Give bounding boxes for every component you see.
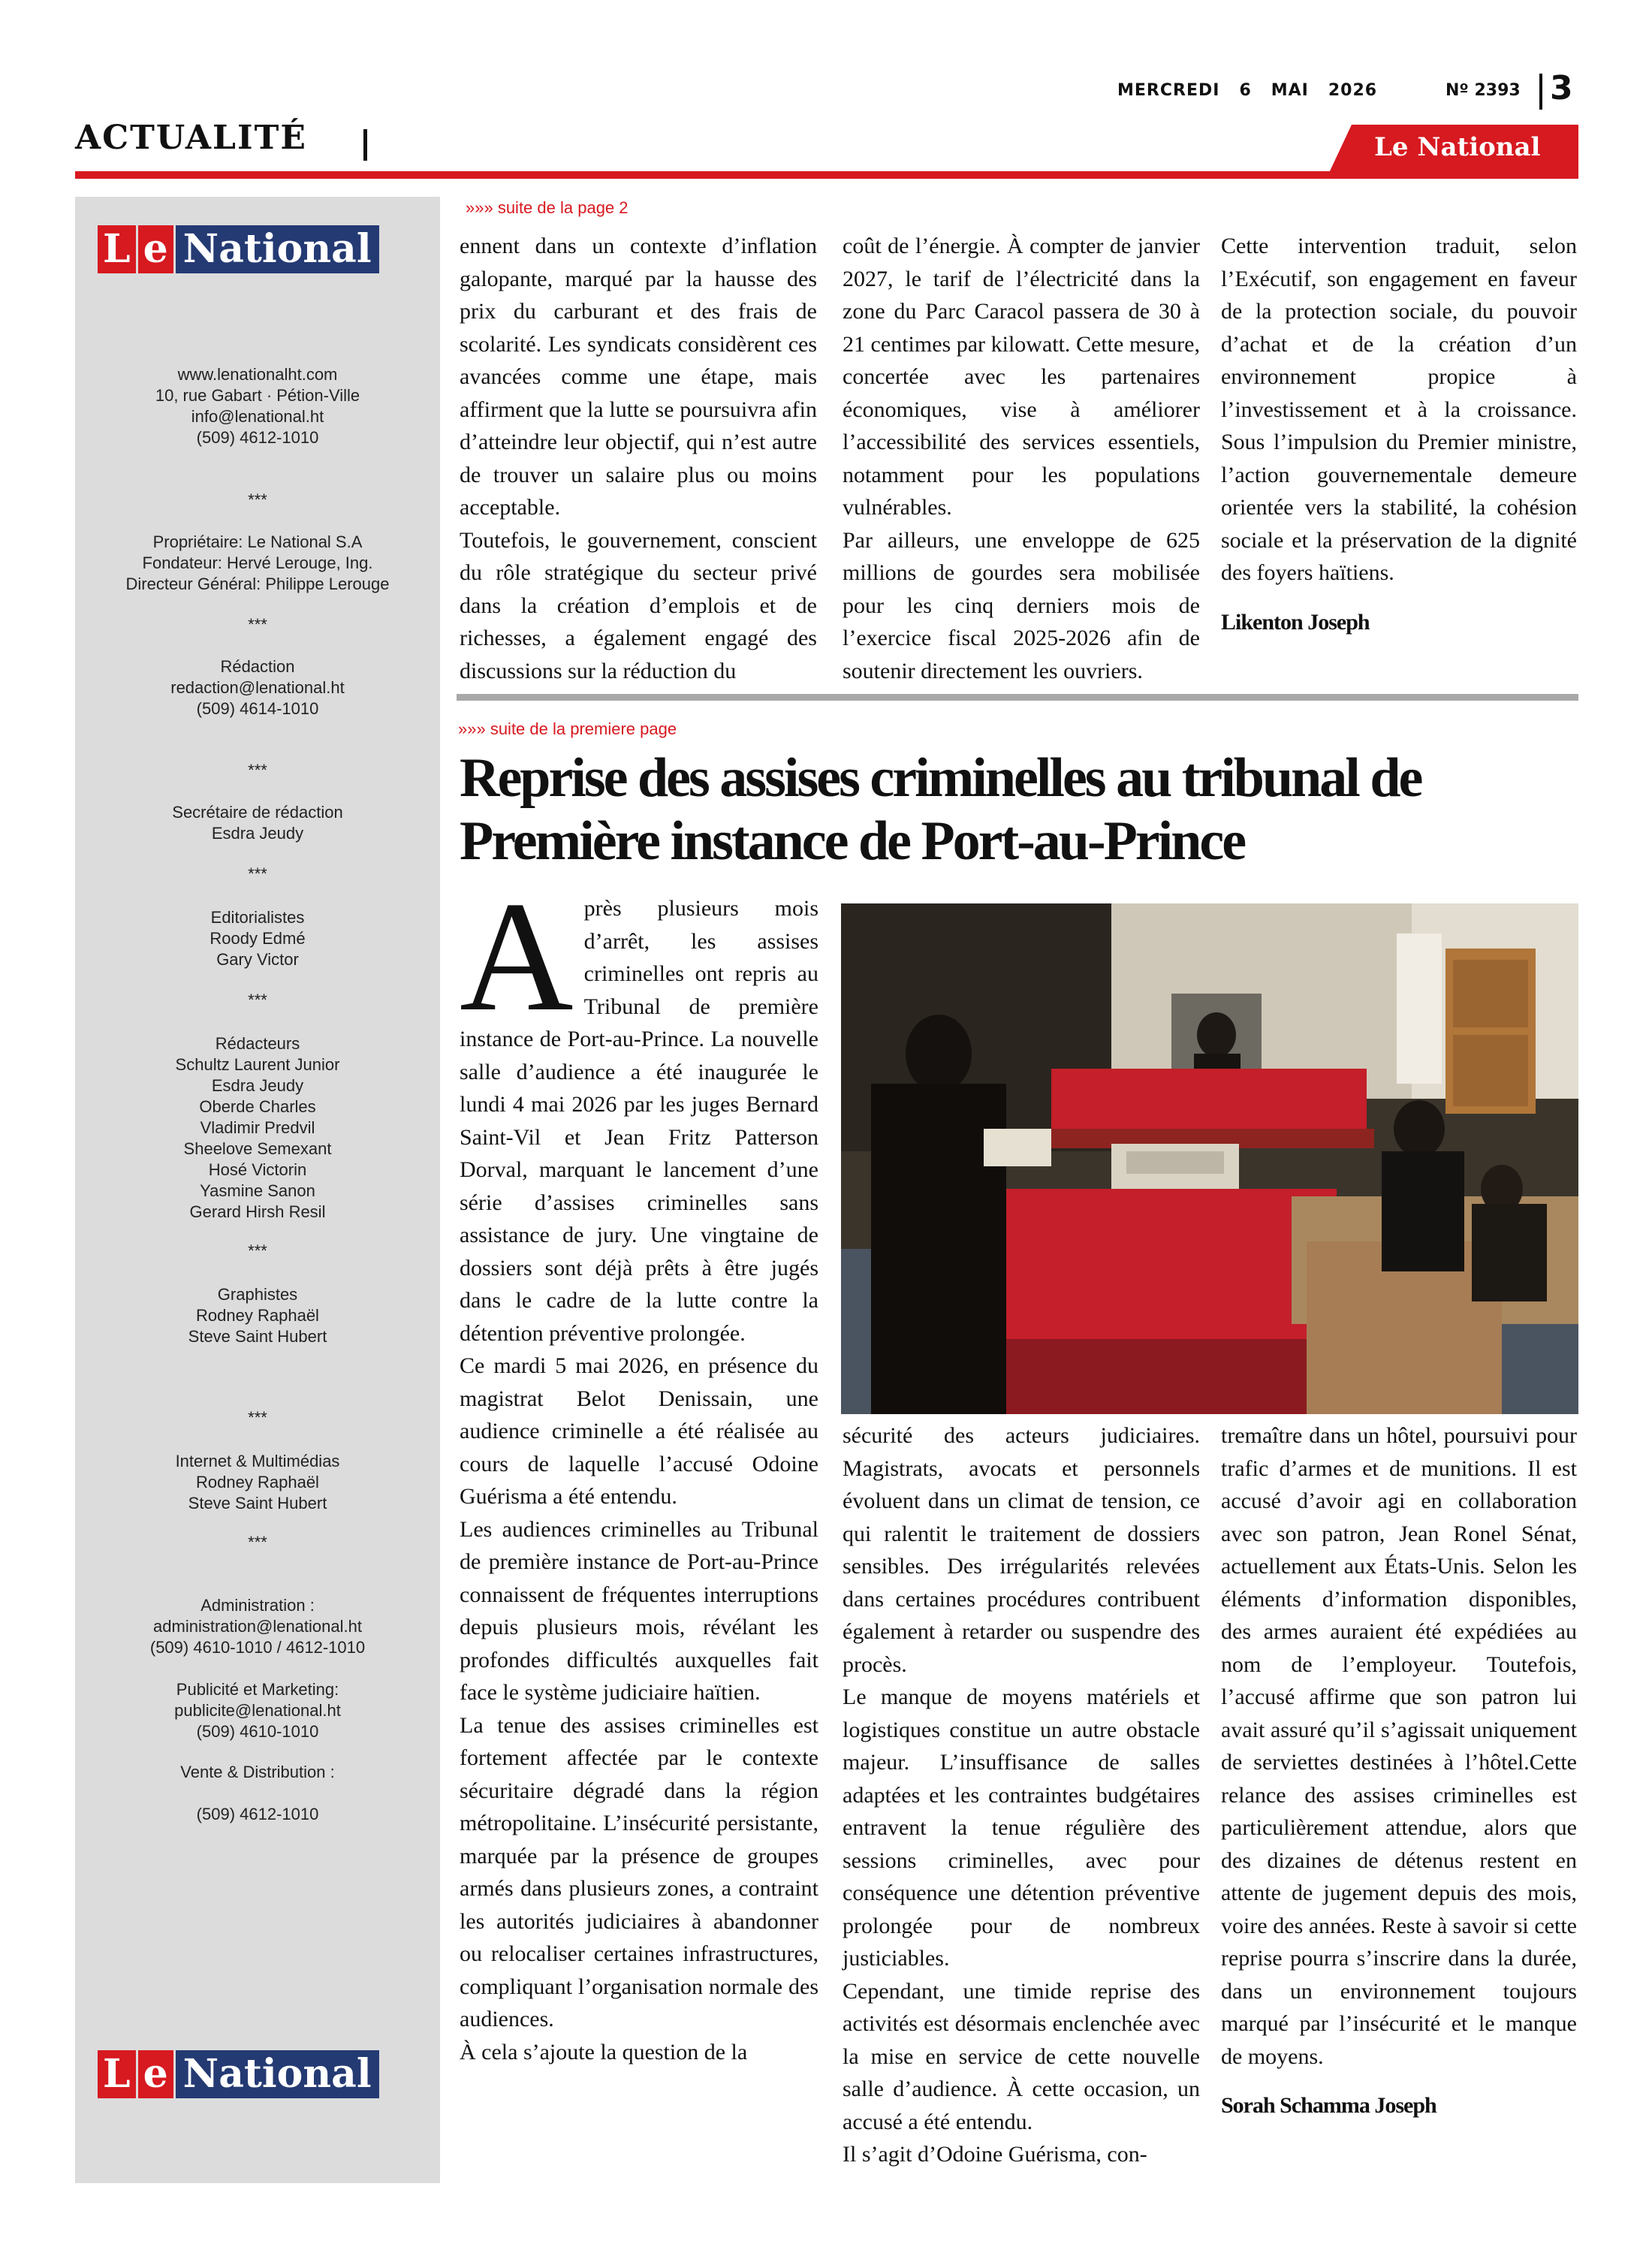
paragraph: ennent dans un contexte d’inflation galopante, marqué par la hausse des prix du carburant et des frais de scolarité. Les syndicats considèrent ces avancées comme une étape, mais affirment que la lutte se poursuivra afin d’atteindre leur objectif, qui n’est autre de trouver un salaire plus ou moins acceptable.	[460, 234, 817, 520]
paragraph: Les audiences criminelles au Tribunal de première instance de Port-au-Prince connaissent de fréquentes interruptions depuis plusieurs mois, révélant les profondes difficultés auxquelles fait face le système judiciaire haïtien.	[460, 1516, 818, 1705]
paragraph: Cependant, une timide reprise des activités est désormais enclenchée avec la mise en service de cette nouvelle salle d’audience. À cette occasion, un accusé a été entendu.	[843, 1978, 1200, 2134]
owner-line: Propriétaire: Le National S.A	[152, 532, 363, 551]
editorialistes-title: Editorialistes	[210, 908, 305, 927]
separator: ***	[248, 991, 267, 1009]
section-divider	[363, 129, 367, 161]
secretaire-name: Esdra Jeudy	[211, 824, 304, 843]
sidebar-internet	[75, 1451, 440, 1514]
phone: (509) 4612-1010	[196, 428, 319, 447]
logo-letter-e: e	[138, 225, 173, 273]
administration-phone: (509) 4610-1010 / 4612-1010	[149, 1638, 366, 1657]
separator: ***	[248, 615, 267, 634]
paragraph: Par ailleurs, une enveloppe de 625 millions de gourdes sera mobilisée pour les cinq derniers mois de l’exercice fiscal 2025-2026 afin de soutenir directement les ouvriers.	[843, 527, 1200, 683]
separator: ***	[248, 1533, 267, 1552]
sidebar-vente	[75, 1762, 440, 1825]
logo-letter-e: e	[138, 2050, 173, 2098]
paragraph: tremaître dans un hôtel, poursuivi pour trafic d’armes et de munitions. Il est accusé d’avoir agi en collaboration avec son patron, Jean Ronel Sénat, actuellement aux États-Unis. Selon les éléments d’information disponibles, des armes auraient été expédiées au nom de l’employeur. Toutefois, l’accusé affirme que son patron lui avait assuré qu’il s’agissait uniquement de serviettes destinées à l’hôtel.Cette relance des assises criminelles est particulièrement attendue, alors que des dizaines de détenus restent en attente de jugement depuis des mois, voire des années. Reste à savoir si cette reprise pourra s’inscrire dans la durée, dans un environnement toujours marqué par l’insécurité et le manque de moyens.	[1221, 1423, 1577, 2069]
logo-word: National	[176, 225, 379, 273]
paragraph: Il s’agit d’Odoine Guérisma, con-	[843, 2142, 1147, 2167]
sidebar-publicite	[75, 1679, 440, 1742]
graphistes-title: Graphistes	[217, 1285, 298, 1304]
page-number: 3	[1550, 69, 1573, 107]
paragraph: Toutefois, le gouvernement, conscient du rôle stratégique du secteur privé dans la création d’emplois et de richesses, a également engagé des discussions sur la réduction du	[460, 527, 817, 683]
editorialiste-name: Roody Edmé	[210, 929, 306, 948]
newspaper-logo	[98, 225, 379, 273]
paragraph: Ce mardi 5 mai 2026, en présence du magistrat Belot Denissain, une audience criminelle a été réalisée au cours de laquelle l’accusé Odoine Guérisma a été entendu.	[460, 1353, 818, 1509]
article1-author: Likenton Joseph	[1221, 609, 1370, 635]
redacteur-name: Hosé Victorin	[208, 1160, 307, 1179]
article1-column-3	[1221, 230, 1577, 638]
brand-tab-label: Le National	[1374, 132, 1541, 162]
sidebar-administration	[75, 1595, 440, 1658]
redacteur-name: Yasmine Sanon	[200, 1181, 315, 1200]
paragraph: Cette intervention traduit, selon l’Exécutif, son engagement en faveur de la protection sociale, du pouvoir d’achat et de la création d’un environnement propice à l’investissement et à la croissance. Sous l’impulsion du Premier ministre, l’action gouvernementale demeure orientée vers la stabilité, la cohésion sociale et la préservation de la dignité des foyers haïtiens.	[1221, 234, 1577, 585]
editorialiste-name: Gary Victor	[216, 950, 299, 969]
article2-column-1	[460, 870, 818, 2068]
issue-date-num: 6	[1239, 81, 1252, 100]
logo-letter-l: L	[98, 2050, 136, 2098]
paragraph: À cela s’ajoute la question de la	[460, 2039, 748, 2064]
section-title: ACTUALITÉ	[75, 119, 307, 157]
internet-name: Rodney Raphaël	[196, 1473, 319, 1491]
continued-from-label[interactable]: »»» suite de la page 2	[466, 198, 629, 217]
graphiste-name: Rodney Raphaël	[196, 1306, 319, 1325]
secretaire-title: Secrétaire de rédaction	[172, 803, 343, 822]
sidebar-owners	[75, 532, 440, 595]
sidebar-contact	[75, 364, 440, 448]
sidebar-graphistes	[75, 1284, 440, 1347]
vente-spacer	[75, 1783, 440, 1804]
sidebar-editorialistes	[75, 907, 440, 970]
redacteur-name: Gerard Hirsh Resil	[189, 1202, 326, 1221]
internet-name: Steve Saint Hubert	[188, 1494, 327, 1513]
separator: ***	[248, 490, 267, 509]
separator: ***	[248, 864, 267, 883]
redaction-email[interactable]: redaction@lenational.ht	[170, 678, 345, 697]
sidebar-redacteurs	[75, 1033, 440, 1223]
redacteur-name: Vladimir Predvil	[200, 1118, 315, 1137]
paragraph: sécurité des acteurs judiciaires. Magistrats, avocats et personnels évoluent dans un climat de tension, ce qui ralentit le traitement de dossiers sensibles. Des irrégularités relevées dans certaines procédures contribuent également à retarder ou suspendre des procès.	[843, 1423, 1200, 1677]
logo-letter-l: L	[98, 225, 136, 273]
administration-title: Administration :	[200, 1596, 315, 1615]
article2-column-3	[1221, 1419, 1577, 2122]
publicite-email[interactable]: publicite@lenational.ht	[174, 1701, 341, 1720]
paragraph: coût de l’énergie. À compter de janvier 2027, le tarif de l’électricité dans la zone du Parc Caracol passera de 30 à 21 centimes par kilowatt. Cette mesure, concertée avec les partenaires économiques, vise à améliorer l’accessibilité des services essentiels, notamment pour les populations vulnérables.	[843, 234, 1200, 520]
paragraph: Le manque de moyens matériels et logistiques constitue un autre obstacle majeur. L’insuffisance de salles adaptées et les contraintes budgétaires entravent la tenue régulière des sessions criminelles, avec pour conséquence une détention préventive prolongée pour de nombreux justiciables.	[843, 1684, 1200, 1971]
separator: ***	[248, 761, 267, 780]
sidebar-redaction	[75, 656, 440, 719]
article-divider	[457, 694, 1578, 701]
publicite-title: Publicité et Marketing:	[176, 1680, 339, 1699]
founder-line: Fondateur: Hervé Lerouge, Ing.	[142, 553, 373, 572]
article2-column-2	[843, 1419, 1200, 2171]
website-link[interactable]: www.lenationalht.com	[177, 365, 338, 384]
redacteur-name: Schultz Laurent Junior	[175, 1055, 340, 1074]
internet-title: Internet & Multimédias	[175, 1452, 340, 1470]
header-rule	[75, 171, 1578, 179]
drop-cap: A	[460, 870, 574, 1044]
publicite-phone: (509) 4610-1010	[196, 1722, 319, 1741]
issue-date	[1117, 81, 1397, 100]
graphiste-name: Steve Saint Hubert	[188, 1327, 327, 1346]
redacteur-name: Oberde Charles	[199, 1097, 316, 1116]
info-email[interactable]: info@lenational.ht	[191, 407, 324, 426]
separator: ***	[248, 1408, 267, 1427]
issue-year: 2026	[1328, 81, 1378, 100]
issue-number: Nº 2393	[1446, 81, 1521, 100]
article-headline: Reprise des assises criminelles au tribunal de Première instance de Port-au-Prince	[460, 747, 1421, 872]
courtroom-photo	[841, 903, 1578, 1414]
header-divider	[1539, 74, 1542, 110]
issue-day: MERCREDI	[1117, 81, 1220, 100]
logo-word: National	[176, 2050, 379, 2098]
redaction-phone: (509) 4614-1010	[196, 699, 319, 718]
address: 10, rue Gabart · Pétion-Ville	[155, 386, 360, 405]
vente-phone: (509) 4612-1010	[196, 1805, 319, 1823]
sidebar-secretaire	[75, 802, 440, 844]
redacteur-name: Esdra Jeudy	[211, 1076, 304, 1095]
article1-column-2	[843, 230, 1200, 687]
article2-author: Sorah Schamma Joseph	[1221, 2093, 1436, 2118]
administration-email[interactable]: administration@lenational.ht	[153, 1617, 362, 1636]
redacteurs-title: Rédacteurs	[215, 1034, 300, 1053]
redaction-title: Rédaction	[220, 657, 295, 676]
issue-month: MAI	[1271, 81, 1309, 100]
paragraph: près plusieurs mois d’arrêt, les assises criminelles ont repris au Tribunal de première instance de Port-au-Prince. La nouvelle salle d’audience a été inaugurée le lundi 4 mai 2026 par les juges Bernard Saint-Vil et Jean Fritz Patterson Dorval, marquant le lancement d’une série d’assises criminelles sans assistance de jury. Une vingtaine de dossiers sont déjà prêts à être jugés dans le cadre de la lutte contre la détention préventive prolongée.	[460, 896, 818, 1346]
vente-title: Vente & Distribution :	[180, 1763, 335, 1781]
separator: ***	[248, 1241, 267, 1260]
director-line: Directeur Général: Philippe Lerouge	[125, 575, 390, 593]
redacteur-name: Sheelove Semexant	[183, 1139, 332, 1158]
continued-from-label[interactable]: »»» suite de la premiere page	[458, 719, 677, 738]
paragraph: La tenue des assises criminelles est fortement affectée par le contexte sécuritaire dégradé dans la région métropolitaine. L’insécurité persistante, marquée par la présence de groupes armés dans plusieurs zones, a contraint les autorités judiciaires à abandonner ou relocaliser certaines infrastructures, compliquant l’organisation normale des audiences.	[460, 1712, 818, 2031]
article1-column-1	[460, 230, 817, 687]
newspaper-logo-footer	[98, 2050, 379, 2098]
